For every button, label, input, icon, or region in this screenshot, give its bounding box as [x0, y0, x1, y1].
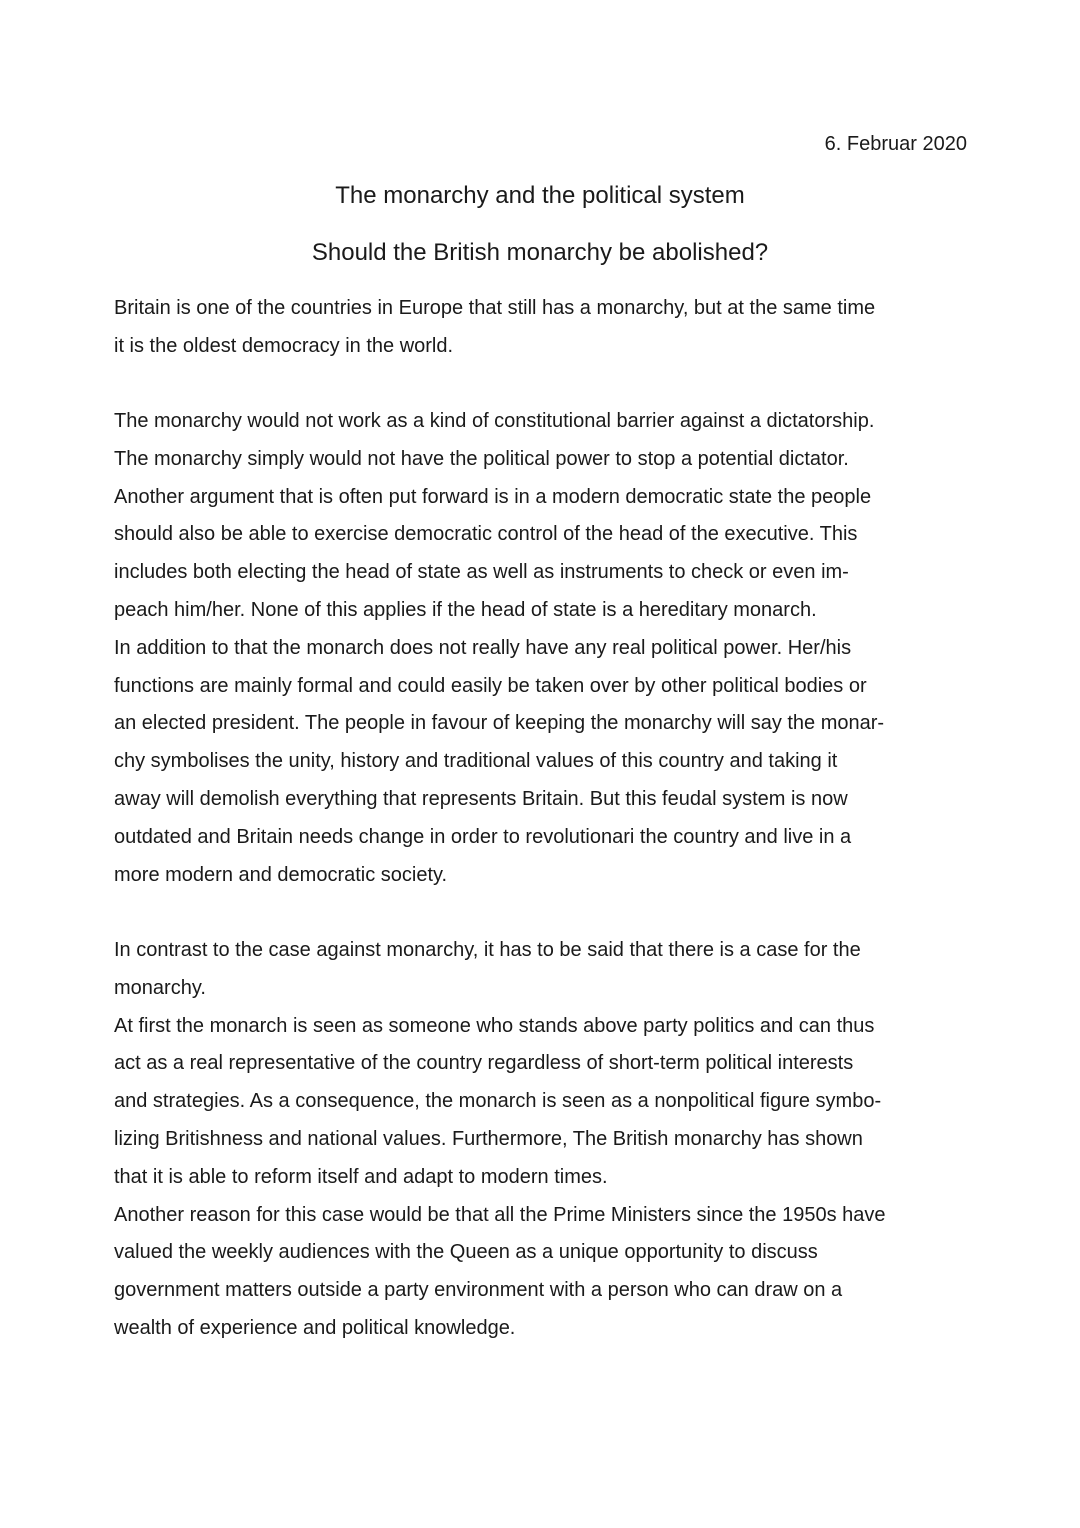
text-line: more modern and democratic society. — [114, 863, 448, 886]
text-line: The monarchy would not work as a kind of constitutional barrier against a dictatorship. — [114, 410, 875, 432]
text-line: In contrast to the case against monarchy, it has to be said that there is a case for the — [114, 939, 861, 961]
text-line: Another reason for this case would be that all the Prime Ministers since the 1950s have — [114, 1203, 886, 1226]
paragraph-case-against — [114, 403, 966, 894]
document-title: The monarchy and the political system — [335, 182, 745, 209]
text-line: it is the oldest democracy in the world. — [114, 334, 454, 357]
text-line: that it is able to reform itself and adapt to modern times. — [114, 1165, 608, 1188]
text-line: wealth of experience and political knowledge. — [114, 1316, 516, 1339]
text-line: outdated and Britain needs change in order to revolutionari the country and live in a — [114, 825, 852, 848]
text-line: In addition to that the monarch does not really have any real political power. Her/his — [114, 636, 852, 659]
text-line: should also be able to exercise democratic control of the head of the executive. This — [114, 523, 858, 546]
text-line: and strategies. As a consequence, the monarch is seen as a nonpolitical figure symbo- — [114, 1090, 882, 1113]
text-line: peach him/her. None of this applies if the head of state is a hereditary monarch. — [114, 598, 817, 621]
text-line: government matters outside a party environment with a person who can draw on a — [114, 1279, 843, 1302]
text-line: The monarchy simply would not have the political power to stop a potential dictator. — [114, 447, 849, 470]
text-line: away will demolish everything that represents Britain. But this feudal system is now — [114, 787, 848, 810]
text-line: functions are mainly formal and could easily be taken over by other political bodies or — [114, 674, 867, 697]
paragraph-case-for — [114, 932, 966, 1348]
text-line: includes both electing the head of state as well as instruments to check or even im- — [114, 561, 849, 584]
text-line: chy symbolises the unity, history and traditional values of this country and taking it — [114, 750, 838, 773]
text-line: monarchy. — [114, 976, 206, 999]
text-line: an elected president. The people in favour of keeping the monarchy will say the monar- — [114, 712, 885, 735]
document-date: 6. Februar 2020 — [824, 133, 967, 155]
document-subtitle: Should the British monarchy be abolished? — [311, 239, 769, 266]
text-line: lizing Britishness and national values. Furthermore, The British monarchy has shown — [114, 1127, 863, 1150]
text-line: act as a real representative of the country regardless of short-term political interests — [114, 1052, 854, 1075]
text-line: valued the weekly audiences with the Queen as a unique opportunity to discuss — [114, 1241, 818, 1264]
paragraph-intro — [114, 290, 966, 366]
text-line: Britain is one of the countries in Europe that still has a monarchy, but at the same time — [114, 297, 876, 319]
text-line: At first the monarch is seen as someone who stands above party politics and can thus — [114, 1014, 875, 1037]
text-line: Another argument that is often put forward is in a modern democratic state the people — [114, 485, 872, 508]
